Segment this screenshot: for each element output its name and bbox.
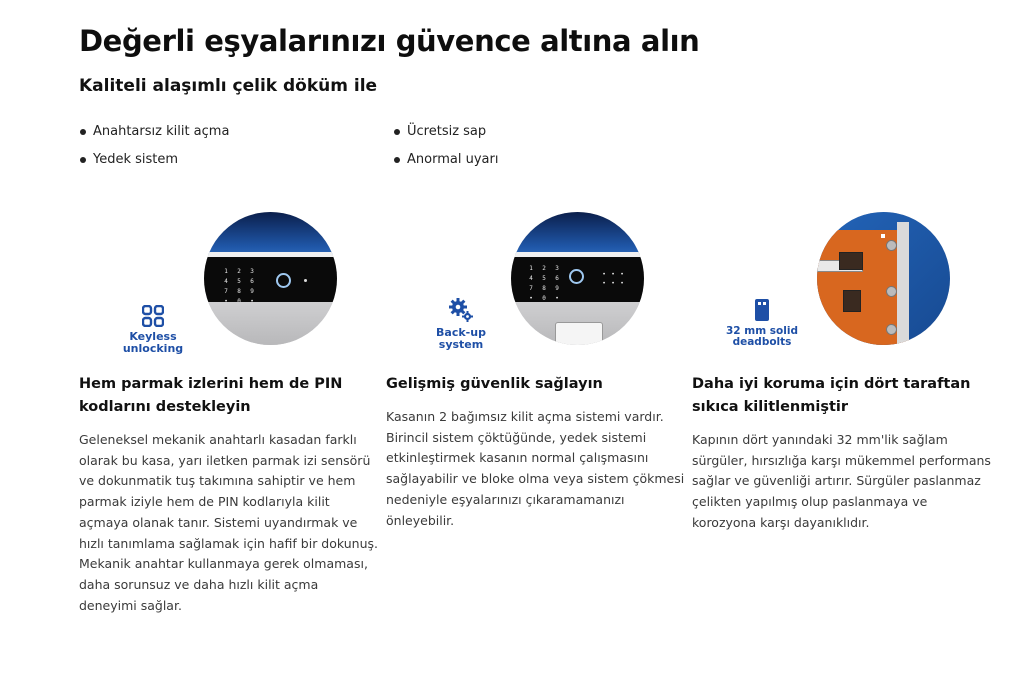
page-title: Değerli eşyalarınızı güvence altına alın <box>79 24 700 58</box>
bullet-item: Anormal uyarı <box>393 150 498 178</box>
badge-label: 32 mm solid <box>726 325 798 337</box>
feature-description: Geleneksel mekanik anahtarlı kasadan farklı olarak bu kasa, yarı iletken parmak izi sensörü ve dokunmatik tuş takımına sahiptir ve hem parmak iziyle hem de PIN kodlarıyla kilit açmaya olanak tanır. Sistemi uyandırmak ve hızlı tanımlama sağlamak için hafif bir dokunuş. Mekanik anahtar kullanmaya gerek olmaması, daha sorunsuz ve daha hızlı kilit açma deneyimi sağlar. <box>79 432 378 613</box>
gears-icon <box>448 297 474 323</box>
feature-description: Kasanın 2 bağımsız kilit açma sistemi vardır. Birincil sistem çöktüğünde, yedek sistemi etkinleştirmek kasanın normal çalışmasını sağlayabilir ve bloke olma veya sistem çökmesi nedeniyle eşyalarınızı çıkaramamanızı önleyebilir. <box>386 409 685 528</box>
badge-label: deadbolts <box>732 336 792 348</box>
feature-visual <box>386 205 686 365</box>
keyless-badge <box>99 305 207 355</box>
feature-card-backup <box>386 205 686 531</box>
feature-card-deadbolts <box>692 205 992 534</box>
bullet-item: Yedek sistem <box>79 150 229 178</box>
keyless-grid-icon <box>142 305 164 327</box>
feature-title: Hem parmak izlerini hem de PIN kodlarını destekleyin <box>79 376 343 415</box>
fingerprint-sensor-icon <box>276 273 291 288</box>
feature-description: Kapının dört yanındaki 32 mm'lik sağlam sürgüler, hırsızlığa karşı mükemmel performans sağlar ve güvenliği artırır. Sürgüler paslanmaz çelikten yapılmış olup paslanmaya ve korozyona karşı dayanıklıdır. <box>692 432 991 530</box>
keypad-digits: 1 2 3 4 5 6 7 8 9 • 0 • <box>529 265 559 303</box>
badge-label: Back-up system <box>436 326 486 351</box>
feature-title: Gelişmiş güvenlik sağlayın <box>386 376 603 392</box>
keypad-closeup-image: 1 2 3 4 5 6 7 8 9 • 0 • • • • • • • <box>511 212 644 345</box>
bullet-item: Anahtarsız kilit açma <box>79 122 229 150</box>
bullet-item: Ücretsiz sap <box>393 122 498 150</box>
feature-title: Daha iyi koruma için dört taraftan sıkıca kilitlenmiştir <box>692 376 971 415</box>
feature-visual <box>692 205 992 365</box>
keypad-closeup-image <box>204 212 337 345</box>
keypad-digits: 1 2 3 4 5 6 7 8 9 <box>224 268 254 296</box>
deadbolt-icon <box>754 298 770 322</box>
badge-label: Keyless unlocking <box>122 330 184 355</box>
deadbolt-closeup-image <box>817 212 950 345</box>
feature-visual <box>79 205 379 365</box>
feature-bullet-list-right <box>393 122 498 178</box>
feature-card-keyless <box>79 205 379 616</box>
deadbolt-badge <box>721 298 803 348</box>
safe-handle <box>555 322 603 345</box>
backup-badge <box>412 297 510 351</box>
page-subtitle: Kaliteli alaşımlı çelik döküm ile <box>79 76 378 96</box>
feature-bullet-list-left <box>79 122 229 178</box>
fingerprint-sensor-icon <box>569 269 584 284</box>
